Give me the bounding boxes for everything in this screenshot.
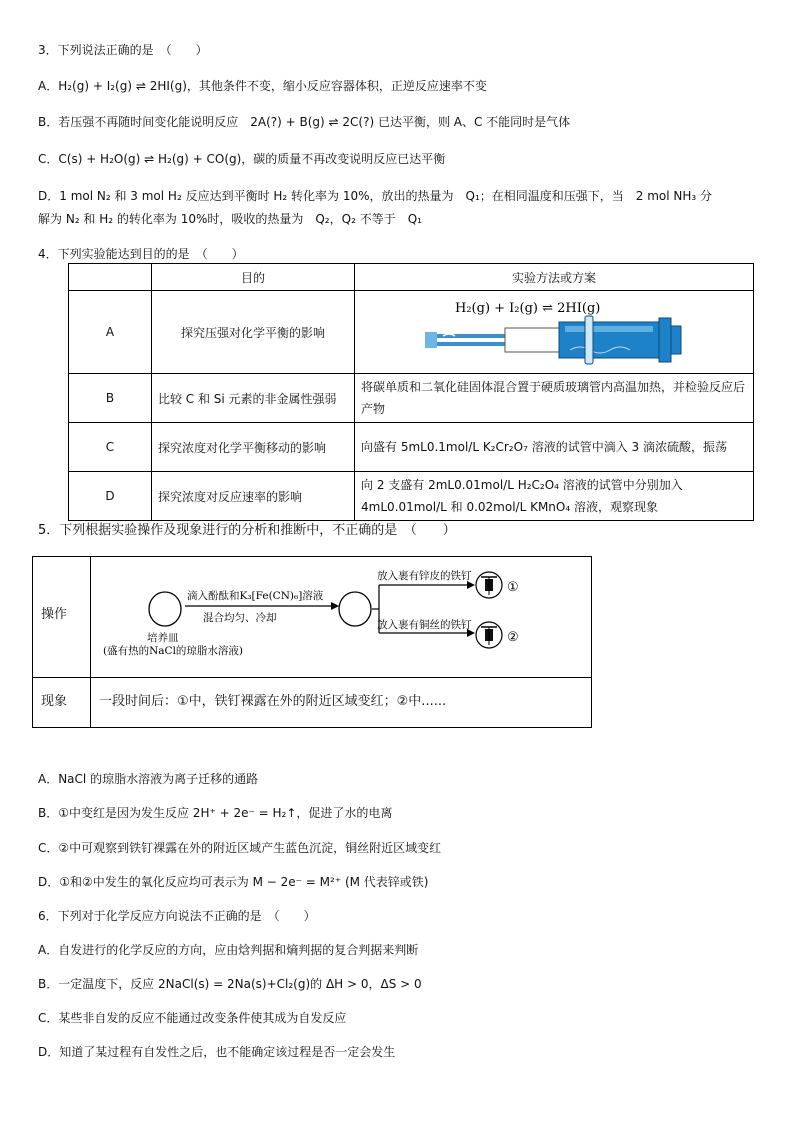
header-goal: 目的 [151, 264, 354, 291]
q4-table-header [69, 264, 754, 291]
syringe-cell [355, 291, 754, 374]
table-row [69, 472, 754, 521]
q3-option-d-line1: D．1 mol N₂ 和 3 mol H₂ 反应达到平衡时 H₂ 转化率为 10%，放出的热量为 Q₁；在相同温度和压强下，当 2 mol NH₃ 分 [38, 189, 713, 203]
q4-stem: 4．下列实验能达到目的的是 （ ） [38, 247, 244, 261]
q3-option-d-line2: 解为 N₂ 和 H₂ 的转化率为 10%时，吸收的热量为 Q₂，Q₂ 不等于 Q₁ [38, 212, 422, 226]
petri-dish-2 [339, 592, 371, 626]
syringe-equation: H₂(g) + I₂(g) ⇌ 2HI(g) [455, 300, 601, 316]
row-option: B [69, 374, 152, 423]
q6-stem: 6．下列对于化学反应方向说法不正确的是 （ ） [38, 909, 316, 923]
row-option: C [69, 423, 152, 472]
q3-stem: 3．下列说法正确的是 （ ） [38, 43, 208, 57]
q6-option-d: D．知道了某过程有自发性之后，也不能确定该过程是否一定会发生 [38, 1045, 396, 1059]
table-row [69, 423, 754, 472]
row-goal: 探究压强对化学平衡的影响 [151, 291, 354, 374]
syringe-illustration [355, 292, 753, 370]
row-option: D [69, 472, 152, 521]
q5-option-a: A．NaCl 的琼脂水溶液为离子迁移的通路 [38, 772, 259, 786]
header-method: 实验方法或方案 [355, 264, 754, 291]
arrow-bottom-label: 混合均匀、冷却 [203, 612, 277, 624]
dish-label: 培养皿 [147, 632, 179, 644]
branch1-label: 放入裹有锌皮的铁钉 [377, 570, 472, 582]
dish-with-copper-nail [476, 622, 502, 648]
q6-option-c: C．某些非自发的反应不能通过改变条件使其成为自发反应 [38, 1011, 347, 1025]
dish-with-zinc-nail [476, 572, 502, 598]
q5-diagram [91, 557, 591, 677]
q6-option-a: A．自发进行的化学反应的方向，应由焓判据和熵判据的复合判据来判断 [38, 943, 419, 957]
row-method: 将碳单质和二氧化硅固体混合置于硬质玻璃管内高温加热，并检验反应后产物 [355, 374, 754, 423]
q5-experiment-box [32, 556, 592, 728]
branch2-label: 放入裹有铜丝的铁钉 [377, 619, 472, 631]
petri-dish-1 [149, 592, 181, 626]
dish-sublabel: (盛有热的NaCl的琼脂水溶液) [103, 645, 244, 657]
q6-option-b: B．一定温度下，反应 2NaCl(s) = 2Na(s)+Cl₂(g)的 ΔH > 0，ΔS > 0 [38, 977, 422, 991]
q5-option-b: B．①中变红是因为发生反应 2H⁺ + 2e⁻ = H₂↑，促进了水的电离 [38, 806, 393, 820]
row-method: 向 2 支盛有 2mL0.01mol/L H₂C₂O₄ 溶液的试管中分别加入 4mL0.01mol/L 和 0.02mol/L KMnO₄ 溶液，观察现象 [355, 472, 754, 521]
q3-option-b: B．若压强不再随时间变化能说明反应 2A(?) + B(g) ⇌ 2C(?) 已达平衡，则 A、C 不能同时是气体 [38, 115, 571, 129]
q5-option-d: D．①和②中发生的氧化反应均可表示为 M − 2e⁻ = M²⁺ (M 代表锌或铁) [38, 875, 429, 889]
q5-option-c: C．②中可观察到铁钉裸露在外的附近区域产生蓝色沉淀，铜丝附近区域变红 [38, 841, 442, 855]
label-phenomenon: 现象 [41, 694, 68, 709]
label-operation: 操作 [41, 607, 68, 622]
arrow-top-label: 滴入酚酞和K₃[Fe(CN)₆]溶液 [187, 590, 324, 602]
table-row [69, 374, 754, 423]
q3-option-a: A．H₂(g) + I₂(g) ⇌ 2HI(g)，其他条件不变，缩小反应容器体积，正逆反应速率不变 [38, 79, 487, 93]
q3-option-c: C．C(s) + H₂O(g) ⇌ H₂(g) + CO(g)，碳的质量不再改变说明反应已达平衡 [38, 152, 446, 166]
mark-1: ① [507, 580, 519, 595]
table-row [69, 291, 754, 374]
row-goal: 比较 C 和 Si 元素的非金属性强弱 [151, 374, 354, 423]
row-option: A [69, 291, 152, 374]
q4-table [68, 263, 754, 521]
mark-2: ② [507, 630, 519, 645]
q5-stem: 5．下列根据实验操作及现象进行的分析和推断中，不正确的是 （ ） [38, 523, 456, 538]
observation-text: 一段时间后：①中，铁钉裸露在外的附近区域变红；②中...... [99, 694, 447, 709]
row-method: 向盛有 5mL0.1mol/L K₂Cr₂O₇ 溶液的试管中滴入 3 滴浓硫酸，振荡 [355, 423, 754, 472]
row-goal: 探究浓度对反应速率的影响 [151, 472, 354, 521]
row-goal: 探究浓度对化学平衡移动的影响 [151, 423, 354, 472]
